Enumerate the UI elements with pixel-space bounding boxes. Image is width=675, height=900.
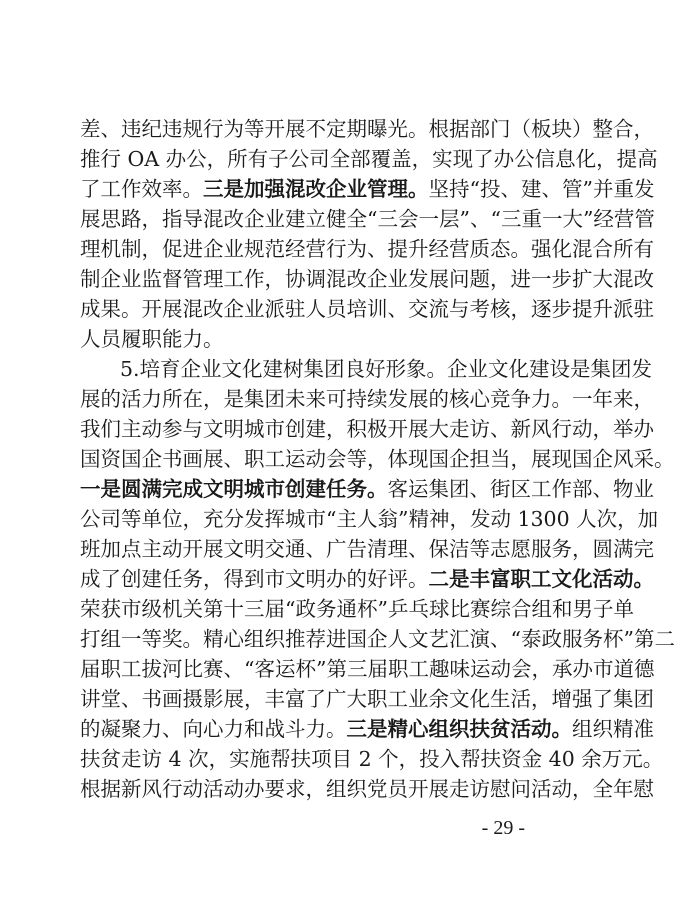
bold-heading-span: 三是加强混改企业管理。 bbox=[203, 177, 429, 201]
text-span: 制企业监督管理工作，协调混改企业发展问题，进一步扩大混改 bbox=[80, 267, 654, 291]
text-span: 展的活力所在，是集团未来可持续发展的核心竞争力。一年来， bbox=[80, 387, 654, 411]
text-line bbox=[80, 746, 664, 772]
text-line bbox=[80, 656, 655, 682]
text-line bbox=[80, 386, 654, 412]
text-span: 的凝聚力、向心力和战斗力。 bbox=[80, 717, 347, 741]
text-line bbox=[80, 416, 654, 442]
text-span: 推行 OA 办公，所有子公司全部覆盖，实现了办公信息化，提高 bbox=[80, 147, 658, 171]
text-span: 差、违纪违规行为等开展不定期曝光。根据部门（板块）整合， bbox=[80, 117, 654, 141]
text-span: 理机制，促进企业规范经营行为、提升经营质态。强化混合所有 bbox=[80, 237, 654, 261]
text-line bbox=[80, 176, 655, 202]
text-span: 届职工拔河比赛、“客运杯”第三届职工趣味运动会，承办市道德 bbox=[80, 657, 655, 681]
text-span: 公司等单位，充分发挥城市“主人翁”精神，发动 1300 人次，加 bbox=[80, 507, 659, 531]
text-span: 班加点主动开展文明交通、广告清理、保洁等志愿服务，圆满完 bbox=[80, 537, 654, 561]
text-line bbox=[120, 356, 653, 382]
text-span: 打组一等奖。精心组织推荐进国企人文艺汇演、“泰政服务杯”第二 bbox=[80, 627, 675, 651]
text-span: 人员履职能力。 bbox=[80, 327, 224, 351]
bold-heading-span: 三是精心组织扶贫活动。 bbox=[346, 717, 572, 741]
text-line bbox=[80, 296, 654, 322]
text-line bbox=[80, 266, 654, 292]
text-span: 展思路，指导混改企业建立健全“三会一层”、“三重一大”经营管 bbox=[80, 207, 655, 231]
text-span: 成果。开展混改企业派驻人员培训、交流与考核，逐步提升派驻 bbox=[80, 297, 654, 321]
text-span: 客运集团、街区工作部、物业 bbox=[387, 477, 654, 501]
text-span: 我们主动参与文明城市创建，积极开展大走访、新风行动，举办 bbox=[80, 417, 654, 441]
text-line bbox=[80, 566, 654, 592]
text-line bbox=[80, 536, 654, 562]
text-line bbox=[80, 206, 655, 232]
page-number: - 29 - bbox=[481, 817, 525, 839]
text-line bbox=[80, 626, 675, 652]
text-span: 扶贫走访 4 次，实施帮扶项目 2 个，投入帮扶资金 40 余万元。 bbox=[80, 747, 664, 771]
text-line bbox=[80, 116, 654, 142]
text-line bbox=[80, 716, 654, 742]
text-span: 讲堂、书画摄影展，丰富了广大职工业余文化生活，增强了集团 bbox=[80, 687, 654, 711]
text-span: 坚持“投、建、管”并重发 bbox=[428, 177, 655, 201]
text-line bbox=[80, 476, 654, 502]
text-span: 荣获市级机关第十三届“政务通杯”乒乓球比赛综合组和男子单 bbox=[80, 597, 634, 621]
text-line bbox=[80, 446, 675, 472]
text-line bbox=[80, 776, 654, 802]
text-line bbox=[80, 506, 659, 532]
text-span: 根据新风行动活动办要求，组织党员开展走访慰问活动，全年慰 bbox=[80, 777, 654, 801]
text-span: 5.培育企业文化建树集团良好形象。企业文化建设是集团发 bbox=[120, 357, 653, 381]
text-line bbox=[80, 326, 530, 352]
text-line bbox=[80, 236, 654, 262]
text-line bbox=[80, 686, 654, 712]
text-line bbox=[80, 146, 658, 172]
text-span: 国资国企书画展、职工运动会等，体现国企担当，展现国企风采。 bbox=[80, 447, 675, 471]
text-line bbox=[80, 596, 634, 622]
text-span: 了工作效率。 bbox=[80, 177, 203, 201]
text-span: 成了创建任务，得到市文明办的好评。 bbox=[80, 567, 429, 591]
text-span: 组织精准 bbox=[572, 717, 654, 741]
bold-heading-span: 一是圆满完成文明城市创建任务。 bbox=[80, 477, 388, 501]
bold-heading-span: 二是丰富职工文化活动。 bbox=[428, 567, 654, 591]
